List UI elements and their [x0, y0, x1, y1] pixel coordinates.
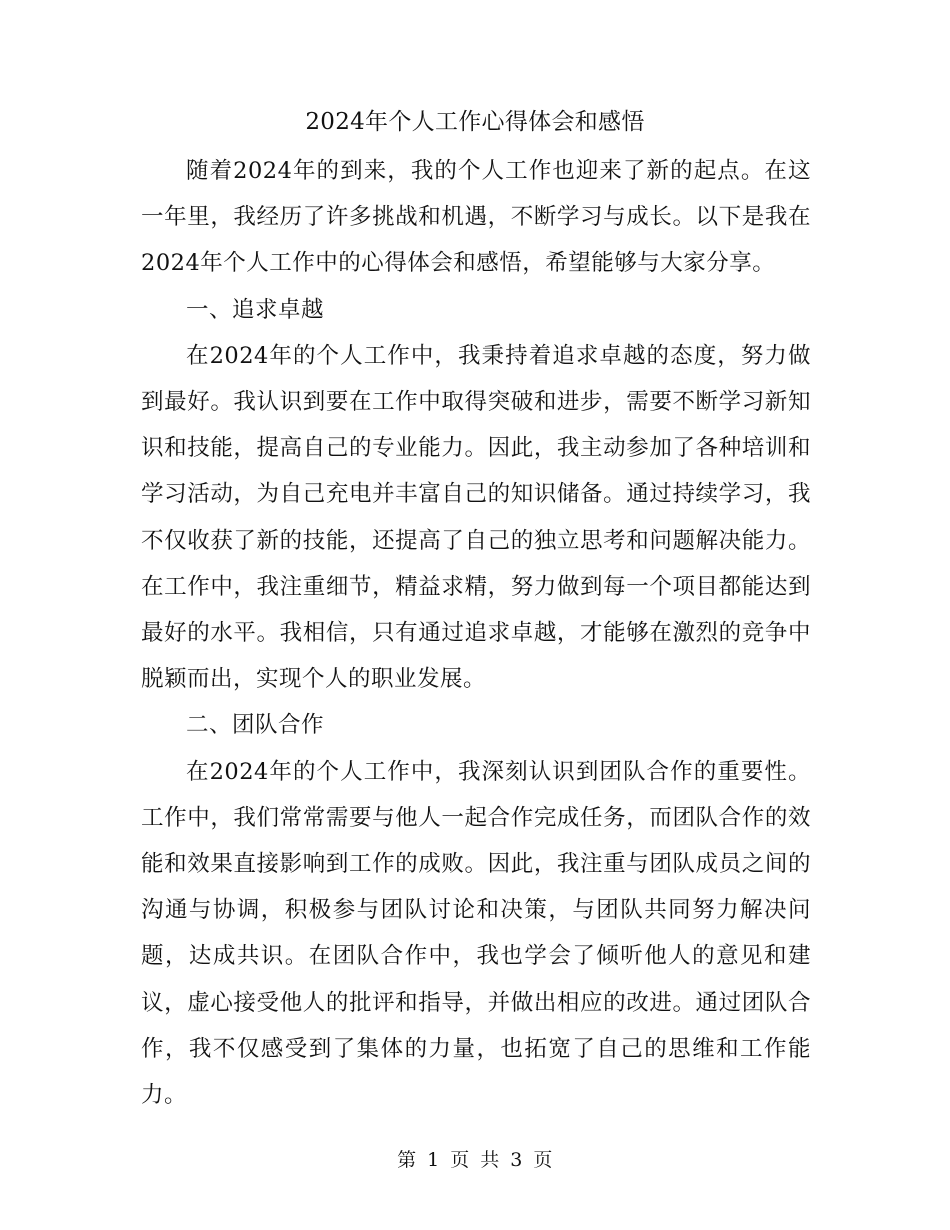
page-number-footer: 第 1 页 共 3 页 — [397, 1149, 553, 1171]
section-heading-excellence: 一、追求卓越 — [186, 296, 325, 323]
intro-paragraph: 随着2024年的到来，我的个人工作也迎来了新的起点。在这一年里，我经历了许多挑战和机遇，不断学习与成长。以下是我在2024年个人工作中的心得体会和感悟，希望能够与大家分享。 — [141, 158, 811, 277]
section-heading-teamwork: 二、团队合作 — [186, 712, 325, 739]
document-title: 2024年个人工作心得体会和感悟 — [305, 109, 645, 135]
teamwork-paragraph: 在2024年的个人工作中，我深刻认识到团队合作的重要性。工作中，我们常常需要与他人一起合作完成任务，而团队合作的效能和效果直接影响到工作的成败。因此，我注重与团队成员之间的沟通与协调，积极参与团队讨论和决策，与团队共同努力解决问题，达成共识。在团队合作中，我也学会了倾听他人的意见和建议，虚心接受他人的批评和指导，并做出相应的改进。通过团队合作，我不仅感受到了集体的力量，也拓宽了自己的思维和工作能力。 — [141, 758, 811, 1109]
document-body — [141, 148, 811, 1118]
excellence-paragraph: 在2024年的个人工作中，我秉持着追求卓越的态度，努力做到最好。我认识到要在工作中取得突破和进步，需要不断学习新知识和技能，提高自己的专业能力。因此，我主动参加了各种培训和学习活动，为自己充电并丰富自己的知识储备。通过持续学习，我不仅收获了新的技能，还提高了自己的独立思考和问题解决能力。在工作中，我注重细节，精益求精，努力做到每一个项目都能达到最好的水平。我相信，只有通过追求卓越，才能够在激烈的竞争中脱颖而出，实现个人的职业发展。 — [141, 342, 811, 693]
